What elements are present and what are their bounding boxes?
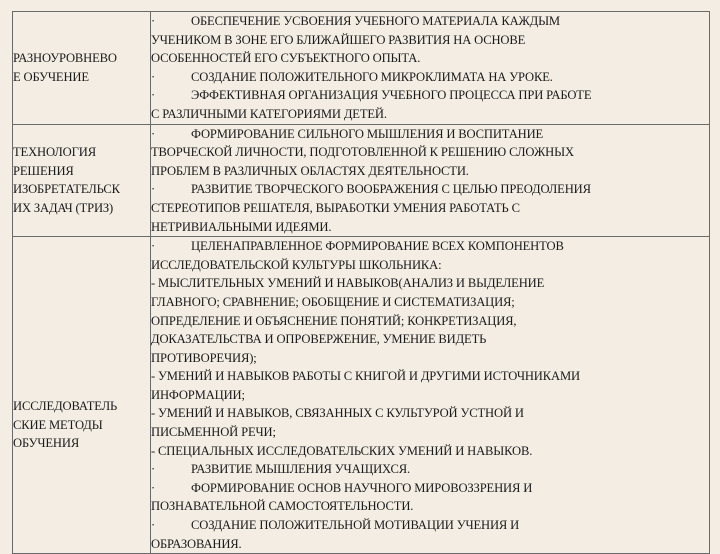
term-cell — [13, 124, 151, 237]
table-row — [13, 124, 710, 237]
bullet-text: ОБЕСПЕЧЕНИЕ УСВОЕНИЯ УЧЕБНОГО МАТЕРИАЛА КАЖДЫМ — [191, 14, 560, 28]
text-line: ГЛАВНОГО; СРАВНЕНИЕ; ОБОБЩЕНИЕ И СИСТЕМАТИЗАЦИЯ; — [151, 294, 515, 309]
bullet-icon: · — [151, 88, 156, 103]
bullet-item — [151, 237, 709, 256]
bullet-text: ФОРМИРОВАНИЕ ОСНОВ НАУЧНОГО МИРОВОЗЗРЕНИЯ И — [191, 480, 533, 495]
term-line: СКИЕ МЕТОДЫ — [13, 417, 103, 432]
text-line: ПРОБЛЕМ В РАЗЛИЧНЫХ ОБЛАСТЯХ ДЕЯТЕЛЬНОСТИ. — [151, 163, 469, 178]
bullet-icon: · — [151, 480, 156, 495]
description-cell — [151, 237, 710, 554]
bullet-item — [151, 125, 709, 144]
text-line: - УМЕНИЙ И НАВЫКОВ РАБОТЫ С КНИГОЙ И ДРУГИМИ ИСТОЧНИКАМИ — [151, 369, 580, 384]
bullet-item — [151, 68, 709, 87]
term-cell — [13, 12, 151, 125]
bullet-icon: · — [151, 462, 156, 477]
bullet-item — [151, 516, 709, 535]
text-line: ИНФОРМАЦИИ; — [151, 387, 245, 402]
term-line: ОБУЧЕНИЯ — [13, 436, 80, 451]
text-line: ПОЗНАВАТЕЛЬНОЙ САМОСТОЯТЕЛЬНОСТИ. — [151, 499, 414, 514]
bullet-icon: · — [151, 126, 156, 141]
term-line: ИЗОБРЕТАТЕЛЬСК — [13, 182, 120, 197]
bullet-icon: · — [151, 182, 156, 197]
text-line: - МЫСЛИТЕЛЬНЫХ УМЕНИЙ И НАВЫКОВ(АНАЛИЗ И ВЫДЕЛЕНИЕ — [151, 276, 545, 291]
text-line: ТВОРЧЕСКОЙ ЛИЧНОСТИ, ПОДГОТОВЛЕННОЙ К РЕШЕНИЮ СЛОЖНЫХ — [151, 145, 574, 160]
text-line: ОБРАЗОВАНИЯ. — [151, 536, 242, 551]
text-line: ОПРЕДЕЛЕНИЕ И ОБЪЯСНЕНИЕ ПОНЯТИЙ; КОНКРЕТИЗАЦИЯ, — [151, 313, 517, 328]
bullet-text: ФОРМИРОВАНИЕ СИЛЬНОГО МЫШЛЕНИЯ И ВОСПИТАНИЕ — [191, 126, 544, 141]
bullet-text: РАЗВИТИЕ ТВОРЧЕСКОГО ВООБРАЖЕНИЯ С ЦЕЛЬЮ ПРЕОДОЛЕНИЯ — [191, 182, 591, 197]
term-line: ТЕХНОЛОГИЯ — [13, 145, 96, 160]
bullet-icon: · — [151, 518, 156, 533]
bullet-text: ЦЕЛЕНАПРАВЛЕННОЕ ФОРМИРОВАНИЕ ВСЕХ КОМПОНЕНТОВ — [191, 239, 564, 254]
bullet-item — [151, 479, 709, 498]
bullet-text: РАЗВИТИЕ МЫШЛЕНИЯ УЧАЩИХСЯ. — [191, 462, 410, 477]
bullet-text: ЭФФЕКТИВНАЯ ОРГАНИЗАЦИЯ УЧЕБНОГО ПРОЦЕССА ПРИ РАБОТЕ — [191, 88, 592, 103]
bullet-icon: · — [151, 14, 156, 28]
text-line: - СПЕЦИАЛЬНЫХ ИССЛЕДОВАТЕЛЬСКИХ УМЕНИЙ И НАВЫКОВ. — [151, 443, 533, 458]
text-line: С РАЗЛИЧНЫМИ КАТЕГОРИЯМИ ДЕТЕЙ. — [151, 106, 387, 121]
text-line: СТЕРЕОТИПОВ РЕШАТЕЛЯ, ВЫРАБОТКИ УМЕНИЯ РАБОТАТЬ С — [151, 200, 520, 215]
bullet-text: СОЗДАНИЕ ПОЛОЖИТЕЛЬНОЙ МОТИВАЦИИ УЧЕНИЯ И — [191, 518, 520, 533]
text-line: - УМЕНИЙ И НАВЫКОВ, СВЯЗАННЫХ С КУЛЬТУРОЙ УСТНОЙ И — [151, 406, 524, 421]
table-row — [13, 237, 710, 554]
term-line: ИССЛЕДОВАТЕЛЬ — [13, 399, 118, 414]
methods-table — [12, 11, 710, 554]
bullet-item — [151, 180, 709, 199]
text-line: ПРОТИВОРЕЧИЯ); — [151, 350, 257, 365]
description-cell — [151, 124, 710, 237]
term-line: ИХ ЗАДАЧ (ТРИЗ) — [13, 200, 114, 215]
text-line: ОСОБЕННОСТЕЙ ЕГО СУБЪЕКТНОГО ОПЫТА. — [151, 51, 421, 66]
term-line: Е ОБУЧЕНИЕ — [13, 69, 89, 84]
description-cell — [151, 12, 710, 125]
term-line: РАЗНОУРОВНЕВО — [13, 51, 117, 66]
term-line: РЕШЕНИЯ — [13, 163, 74, 178]
bullet-item — [151, 460, 709, 479]
text-line: УЧЕНИКОМ В ЗОНЕ ЕГО БЛИЖАЙШЕГО РАЗВИТИЯ НА ОСНОВЕ — [151, 32, 526, 47]
term-cell — [13, 237, 151, 554]
text-line: ПИСЬМЕННОЙ РЕЧИ; — [151, 425, 276, 440]
bullet-item — [151, 12, 709, 31]
text-line: ИССЛЕДОВАТЕЛЬСКОЙ КУЛЬТУРЫ ШКОЛЬНИКА: — [151, 257, 442, 272]
bullet-item — [151, 86, 709, 105]
bullet-icon: · — [151, 69, 156, 84]
text-line: ДОКАЗАТЕЛЬСТВА И ОПРОВЕРЖЕНИЕ, УМЕНИЕ ВИДЕТЬ — [151, 332, 487, 347]
bullet-icon: · — [151, 239, 156, 254]
table-row — [13, 12, 710, 125]
text-line: НЕТРИВИАЛЬНЫМИ ИДЕЯМИ. — [151, 219, 332, 234]
bullet-text: СОЗДАНИЕ ПОЛОЖИТЕЛЬНОГО МИКРОКЛИМАТА НА УРОКЕ. — [191, 69, 553, 84]
